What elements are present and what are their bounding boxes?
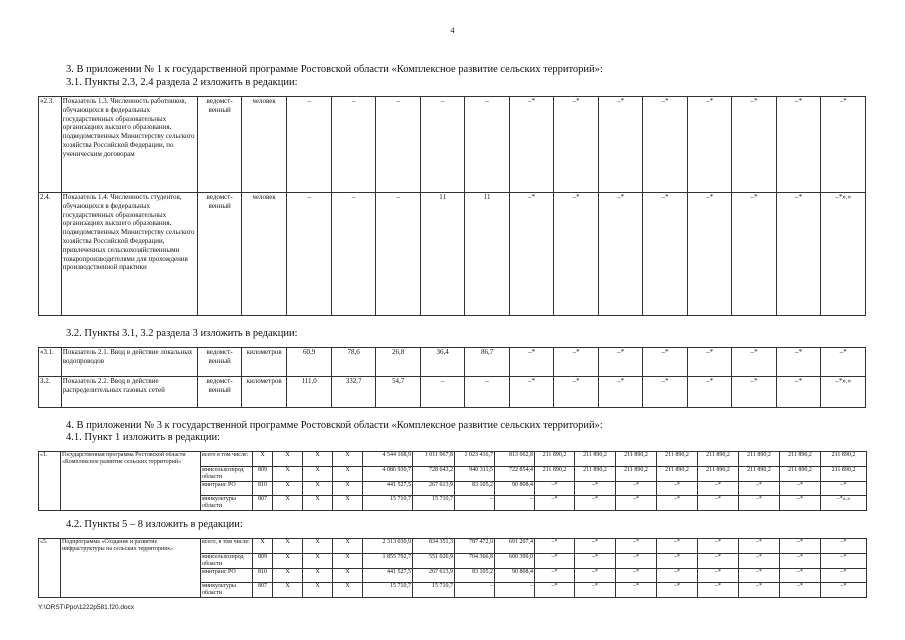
table-cell: 211 890,2 (535, 467, 575, 482)
table-cell: –* (821, 97, 866, 193)
table-cell: 78,6 (331, 348, 376, 377)
table-row (39, 348, 866, 377)
indicators-table-section-3 (38, 347, 866, 408)
table-cell: 1 023 416,7 (455, 452, 495, 467)
table-cell: –* (554, 377, 599, 408)
table-cell: –* (780, 539, 821, 554)
table-cell: 86,7 (465, 348, 510, 377)
table-cell: 211 890,2 (780, 452, 821, 467)
table-cell: X (333, 482, 363, 496)
table-cell: –* (780, 482, 821, 496)
table-cell: 551 026,9 (413, 554, 455, 569)
table-cell: 940 311,5 (455, 467, 495, 482)
subheading-3-1: 3.1. Пункты 2.3, 2.4 раздела 2 изложить в редакции: (66, 77, 298, 88)
table-cell: 211 890,2 (821, 452, 867, 467)
table-cell: 11 (465, 193, 510, 316)
table-cell: 3.2. (39, 377, 62, 408)
table-cell: –* (821, 482, 867, 496)
table-cell: –* (657, 569, 698, 583)
table-cell: –*».» (821, 496, 867, 511)
table-cell: 90 808,4 (495, 569, 535, 583)
table-cell: –* (780, 583, 821, 598)
table-cell: 211 890,2 (535, 452, 575, 467)
table-cell: –* (739, 554, 780, 569)
table-cell: –* (739, 539, 780, 554)
table-cell: 211 890,2 (698, 452, 739, 467)
table-cell: 15 710,7 (363, 496, 413, 511)
financing-table-program (38, 451, 867, 511)
table-cell: 15 710,7 (413, 583, 455, 598)
table-cell: –*».» (821, 193, 866, 316)
table-cell: минкультуры области (201, 496, 253, 511)
table-cell: X (253, 539, 273, 554)
table-cell: 211 890,2 (575, 467, 616, 482)
table-cell: –* (616, 583, 657, 598)
table-cell: –* (535, 539, 575, 554)
table-cell: –* (821, 583, 867, 598)
table-cell: – (455, 496, 495, 511)
table-cell: X (273, 467, 303, 482)
table-cell: 2 313 030,9 (363, 539, 413, 554)
table-cell: –* (780, 569, 821, 583)
table-cell: 834 351,3 (413, 539, 455, 554)
table-cell: – (495, 496, 535, 511)
table-cell: X (333, 569, 363, 583)
table-cell: X (333, 496, 363, 511)
table-cell: 600 399,0 (495, 554, 535, 569)
table-cell: –* (554, 193, 599, 316)
table-row (39, 539, 867, 554)
table-cell: 807 (253, 583, 273, 598)
table-cell: 807 (253, 496, 273, 511)
table-row (39, 193, 866, 316)
table-cell: –* (657, 482, 698, 496)
subheading-3-2: 3.2. Пункты 3.1, 3.2 раздела 3 изложить в редакции: (66, 328, 298, 339)
table-cell: –* (657, 496, 698, 511)
table-cell: –* (732, 193, 777, 316)
table-cell: –* (698, 554, 739, 569)
table-cell: –* (575, 482, 616, 496)
table-cell: X (273, 496, 303, 511)
subheading-4-2: 4.2. Пункты 5 – 8 изложить в редакции: (66, 519, 243, 530)
section-heading-3: 3. В приложении № 1 к государственной программе Ростовской области «Комплексное развитие сельских территорий»: (66, 64, 603, 75)
table-cell: –* (554, 97, 599, 193)
table-cell: –* (776, 348, 821, 377)
table-cell: 810 (253, 482, 273, 496)
table-cell: X (333, 467, 363, 482)
table-cell: –* (657, 583, 698, 598)
table-cell: 704 366,8 (455, 554, 495, 569)
table-row (39, 97, 866, 193)
table-cell: «1. (39, 452, 61, 511)
table-cell: всего, в том числе: (201, 539, 253, 554)
table-cell: 15 710,7 (363, 583, 413, 598)
table-cell: 211 890,2 (821, 467, 867, 482)
table-cell: X (273, 554, 303, 569)
table-cell: 809 (253, 467, 273, 482)
table-cell: X (273, 452, 303, 467)
table-cell: –* (776, 377, 821, 408)
table-cell: 15 710,7 (413, 496, 455, 511)
table-cell: –* (698, 569, 739, 583)
table-cell: –* (643, 377, 688, 408)
table-cell: X (253, 452, 273, 467)
table-cell: – (495, 583, 535, 598)
table-cell: –* (509, 377, 554, 408)
table-cell: 722 854,4 (495, 467, 535, 482)
table-cell: –* (739, 482, 780, 496)
table-cell: ведомст-венный (198, 377, 241, 408)
table-cell: –* (780, 496, 821, 511)
table-cell: –* (598, 377, 643, 408)
table-cell: X (273, 482, 303, 496)
table-cell: – (420, 97, 465, 193)
table-cell: –* (575, 539, 616, 554)
table-cell: –* (687, 193, 732, 316)
table-cell: X (303, 452, 333, 467)
table-cell: – (287, 193, 332, 316)
table-cell: 332,7 (331, 377, 376, 408)
table-cell: –* (535, 554, 575, 569)
table-cell: –* (616, 554, 657, 569)
table-cell: 787 472,0 (455, 539, 495, 554)
table-cell: 267 613,9 (413, 569, 455, 583)
table-cell: Показатель 1.3. Численность работников, обучающихся в федеральных государственных образовательных организациях высшего образования, подведомственных Министерству сельского хозяйства Российской Федерации, по ученическим договорам (61, 97, 198, 193)
table-cell: 809 (253, 554, 273, 569)
table-cell: –* (732, 348, 777, 377)
table-cell: –* (687, 97, 732, 193)
table-cell: –* (821, 348, 866, 377)
table-cell: –* (643, 348, 688, 377)
table-cell: 11 (420, 193, 465, 316)
table-cell: 4 086 930,7 (363, 467, 413, 482)
table-cell: 83 105,2 (455, 569, 495, 583)
table-cell: Показатель 1.4. Численность студентов, обучающихся в федеральных государственных образовательных организациях высшего образования, подведомственных Министерству сельского хозяйства Российской Федерации, привлеченных сельскохозяйственными товаропроизводителями для прохождения производственной практики (61, 193, 198, 316)
table-cell: – (420, 377, 465, 408)
table-cell: – (331, 193, 376, 316)
table-cell: 691 207,4 (495, 539, 535, 554)
table-row (39, 377, 866, 408)
table-cell: минтранс РО (201, 569, 253, 583)
table-cell: X (303, 467, 333, 482)
table-cell: 728 643,2 (413, 467, 455, 482)
table-cell: 1 011 967,8 (413, 452, 455, 467)
page-number: 4 (450, 26, 455, 35)
table-cell: –* (776, 193, 821, 316)
subheading-4-1: 4.1. Пункт 1 изложить в редакции: (66, 432, 220, 443)
table-cell: минсельхозпрод области (201, 467, 253, 482)
table-cell: –*».» (821, 377, 866, 408)
table-cell: –* (616, 496, 657, 511)
table-cell: –* (698, 496, 739, 511)
table-cell: 211 890,2 (780, 467, 821, 482)
table-cell: –* (598, 97, 643, 193)
table-cell: Показатель 2.2. Ввод в действие распределительных газовых сетей (61, 377, 198, 408)
table-cell: –* (616, 482, 657, 496)
table-cell: 211 890,2 (698, 467, 739, 482)
table-cell: – (331, 97, 376, 193)
table-cell: 211 890,2 (657, 452, 698, 467)
table-cell: 4 544 168,9 (363, 452, 413, 467)
table-row (39, 452, 867, 467)
table-cell: «2.3. (39, 97, 62, 193)
table-cell: – (376, 97, 421, 193)
table-cell: минтранс РО (201, 482, 253, 496)
table-cell: –* (509, 348, 554, 377)
table-cell: 441 527,5 (363, 482, 413, 496)
table-cell: –* (616, 539, 657, 554)
table-cell: –* (616, 569, 657, 583)
table-cell: X (273, 539, 303, 554)
table-cell: 26,8 (376, 348, 421, 377)
table-cell: X (333, 539, 363, 554)
table-cell: –* (739, 496, 780, 511)
table-cell: –* (739, 583, 780, 598)
table-cell: – (287, 97, 332, 193)
table-cell: –* (821, 539, 867, 554)
table-cell: 211 890,2 (616, 467, 657, 482)
table-cell: километров (241, 348, 287, 377)
table-cell: 211 890,2 (575, 452, 616, 467)
table-cell: X (303, 554, 333, 569)
table-cell: –* (732, 377, 777, 408)
table-cell: –* (535, 583, 575, 598)
table-cell: человек (241, 97, 287, 193)
table-cell: – (455, 583, 495, 598)
table-cell: ведомст-венный (198, 97, 241, 193)
table-cell: –* (780, 554, 821, 569)
table-cell: минсельхозпрод области (201, 554, 253, 569)
table-cell: 2.4. (39, 193, 62, 316)
table-cell: X (303, 569, 333, 583)
table-cell: – (465, 377, 510, 408)
table-cell: 60,9 (287, 348, 332, 377)
table-cell: –* (575, 569, 616, 583)
table-cell: человек (241, 193, 287, 316)
table-cell: –* (821, 569, 867, 583)
table-cell: –* (687, 377, 732, 408)
table-cell: ведомст-венный (198, 348, 241, 377)
table-cell: X (273, 583, 303, 598)
table-cell: 1 855 792,7 (363, 554, 413, 569)
table-cell: 111,0 (287, 377, 332, 408)
table-cell: X (333, 452, 363, 467)
table-cell: 90 808,4 (495, 482, 535, 496)
indicators-table-section-2 (38, 96, 866, 316)
table-cell: –* (598, 348, 643, 377)
section-heading-4: 4. В приложении № 3 к государственной программе Ростовской области «Комплексное развитие сельских территорий»: (66, 420, 603, 431)
table-cell: Государственная программа Ростовской области «Комплексное развитие сельских территорий» (61, 452, 201, 511)
table-cell: X (303, 496, 333, 511)
table-cell: X (273, 569, 303, 583)
table-cell: –* (821, 554, 867, 569)
table-cell: «3.1. (39, 348, 62, 377)
table-cell: всего в том числе: (201, 452, 253, 467)
table-cell: –* (575, 554, 616, 569)
table-cell: 267 613,9 (413, 482, 455, 496)
table-cell: –* (657, 554, 698, 569)
table-cell: X (303, 583, 333, 598)
table-cell: X (303, 482, 333, 496)
table-cell: –* (657, 539, 698, 554)
table-cell: Подпрограмма «Создание и развитие инфраструктуры на сельских территориях» (61, 539, 201, 598)
table-cell: «5. (39, 539, 61, 598)
table-cell: –* (509, 193, 554, 316)
table-cell: –* (643, 97, 688, 193)
table-cell: –* (535, 569, 575, 583)
table-cell: 810 (253, 569, 273, 583)
table-cell: –* (739, 569, 780, 583)
table-cell: –* (509, 97, 554, 193)
financing-table-subprogram (38, 538, 867, 598)
table-cell: 83 105,2 (455, 482, 495, 496)
table-cell: –* (698, 583, 739, 598)
table-cell: –* (698, 482, 739, 496)
file-path-footer: Y:\ORST\Ppo\1222p581.f20.docx (38, 604, 135, 611)
table-cell: 211 890,2 (616, 452, 657, 467)
table-cell: – (465, 97, 510, 193)
table-cell: километров (241, 377, 287, 408)
table-cell: X (303, 539, 333, 554)
table-cell: –* (732, 97, 777, 193)
table-cell: –* (698, 539, 739, 554)
table-cell: минкультуры области (201, 583, 253, 598)
table-cell: 211 890,2 (657, 467, 698, 482)
table-cell: X (333, 554, 363, 569)
table-cell: 813 662,8 (495, 452, 535, 467)
table-cell: –* (535, 482, 575, 496)
table-cell: –* (687, 348, 732, 377)
table-cell: ведомст-венный (198, 193, 241, 316)
table-cell: 441 527,5 (363, 569, 413, 583)
table-cell: –* (554, 348, 599, 377)
table-cell: –* (575, 496, 616, 511)
table-cell: X (333, 583, 363, 598)
table-cell: –* (575, 583, 616, 598)
table-cell: –* (643, 193, 688, 316)
table-cell: –* (598, 193, 643, 316)
table-cell: 36,4 (420, 348, 465, 377)
table-cell: 54,7 (376, 377, 421, 408)
table-cell: 211 890,2 (739, 452, 780, 467)
table-cell: –* (535, 496, 575, 511)
table-cell: – (376, 193, 421, 316)
table-cell: Показатель 2.1. Ввод в действие локальных водопроводов (61, 348, 198, 377)
table-cell: –* (776, 97, 821, 193)
table-cell: 211 890,2 (739, 467, 780, 482)
